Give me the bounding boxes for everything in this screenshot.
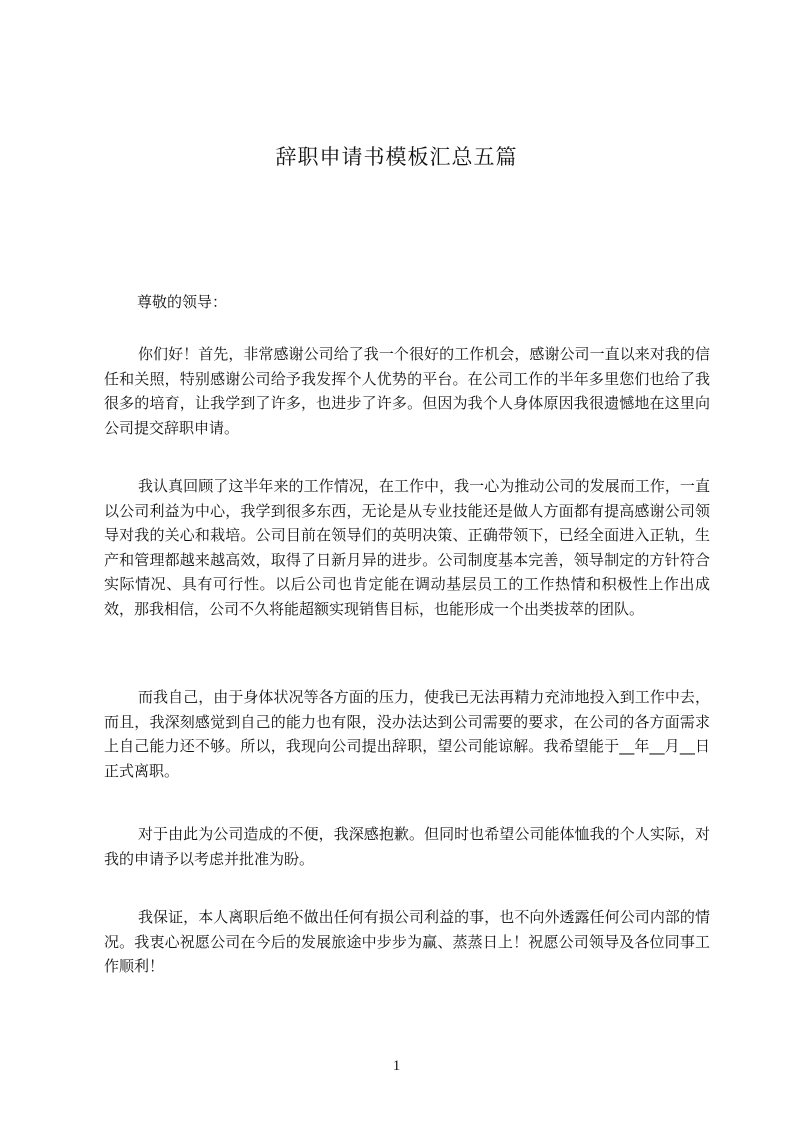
document-title: 辞职申请书模板汇总五篇: [275, 145, 518, 169]
paragraph-1: 你们好！首先，非常感谢公司给了我一个很好的工作机会，感谢公司一直以来对我的信任和关照，特别感谢公司给予我发挥个人优势的平台。在公司工作的半年多里您们也给了我很多的培育，让我学到了许多，也进步了许多。但因为我个人身体原因我很遗憾地在这里向公司提交辞职申请。: [104, 345, 710, 437]
paragraph-3: 而我自己，由于身体状况等各方面的压力，使我已无法再精力充沛地投入到工作中去，而且，我深刻感觉到自己的能力也有限，没办法达到公司需要的要求，在公司的各方面需求上自己能力还不够。所以，我现向公司提出辞职，望公司能谅解。我希望能于__年__月__日正式离职。: [104, 688, 710, 780]
page-number: 1: [392, 1058, 401, 1074]
salutation: 尊敬的领导：: [137, 293, 228, 311]
paragraph-2: 我认真回顾了这半年来的工作情况，在工作中，我一心为推动公司的发展而工作，一直以公司利益为中心，我学到很多东西，无论是从专业技能还是做人方面都有提高感谢公司领导对我的关心和栽培。公司目前在领导们的英明决策、正确带领下，已经全面进入正轨，生产和管理都越来越高效，取得了日新月异的进步。公司制度基本完善，领导制定的方针符合实际情况、具有可行性。以后公司也肯定能在调动基层员工的工作热情和积极性上作出成效，那我相信，公司不久将能超额实现销售目标，也能形成一个出类拔萃的团队。: [104, 477, 710, 618]
paragraph-5: 我保证，本人离职后绝不做出任何有损公司利益的事，也不向外透露任何公司内部的情况。我衷心祝愿公司在今后的发展旅途中步步为赢、蒸蒸日上！祝愿公司领导及各位同事工作顺利！: [104, 908, 710, 975]
paragraph-4: 对于由此为公司造成的不便，我深感抱歉。但同时也希望公司能体恤我的个人实际，对我的申请予以考虑并批准为盼。: [104, 825, 710, 868]
